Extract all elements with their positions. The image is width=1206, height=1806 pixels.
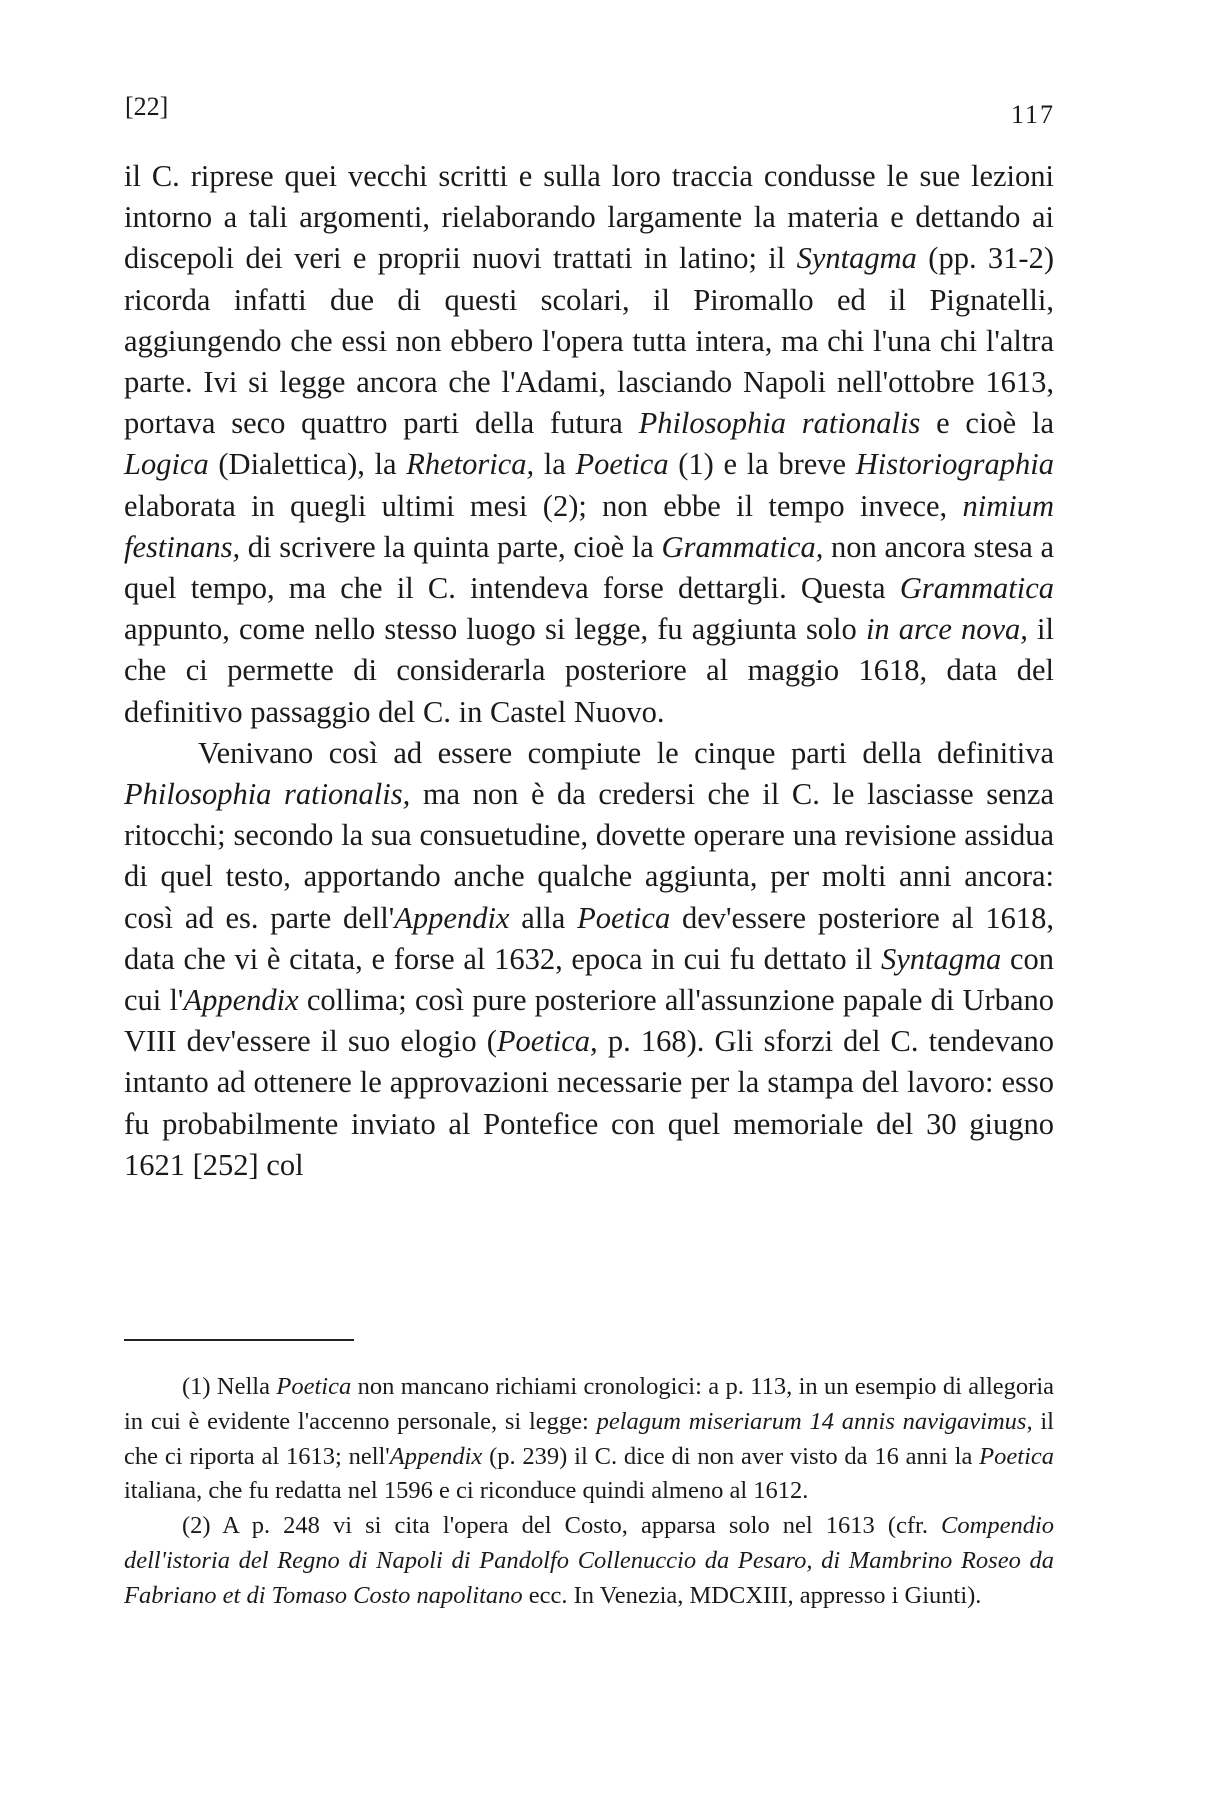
text-run: (p. 239) il C. dice di non aver visto da 16 anni la (482, 1442, 980, 1470)
italic-title: Grammatica, (661, 529, 824, 564)
text-run: Venivano così ad essere compiute le cinque parti della definitiva (198, 735, 1054, 770)
text-run: e cioè la (920, 406, 1054, 441)
italic-title: Appendix (183, 983, 299, 1018)
footnote-2 (124, 1509, 1054, 1613)
italic-title: Philosophia rationalis (638, 406, 921, 441)
text-run: ma non è da credersi che il C. le lasciasse senza ritocchi; secondo la sua consuetudine, dovette operare una revisione assidua di quel testo, apportando anche qualche aggiunta, per molti anni ancora: così ad es. parte dell' (124, 777, 1054, 935)
text-run: (1) Nella (182, 1373, 277, 1400)
text-run: elaborata in quegli ultimi mesi (2); non ebbe il tempo invece, (124, 488, 963, 523)
text-run: (2) A p. 248 vi si cita l'opera del Costo, apparsa solo nel 1613 (cfr. (182, 1512, 942, 1540)
text-run: (pp. 31-2) ricorda infatti due di questi scolari, il Piromallo ed il Pignatelli, aggiungendo che essi non ebbero l'opera tutta intera, ma chi l'una chi l'altra parte. Ivi si legge ancora che l'Adami, lasciando Napoli nell'ottobre 1613, portava seco quattro parti della futura (124, 241, 1054, 441)
text-run: (Dialettica), la (208, 447, 407, 482)
italic-title: Syntagma (796, 241, 917, 276)
italic-title: Poetica (577, 900, 671, 935)
italic-quote: pelagum miseriarum 14 annis navigavimus, (596, 1407, 1033, 1435)
italic-title: Appendix (389, 1442, 483, 1470)
page-number: 117 (1010, 100, 1055, 129)
italic-phrase: in arce nova, (865, 612, 1028, 647)
italic-title: Poetica, (496, 1024, 598, 1059)
italic-title: Philosophia rationalis, (124, 777, 411, 812)
text-run: non ancora stesa a quel tempo, ma che il C. intendeva forse dettargli. Questa (124, 529, 1054, 606)
italic-title: Poetica (276, 1373, 352, 1400)
italic-title: Compendio dell'istoria del Regno di Napoli di Pandolfo Collenuccio da Pesaro, di Mambrino Roseo da Fabriano et di Tomaso Costo napolitano (124, 1512, 1054, 1609)
paragraph-1 (124, 156, 1054, 733)
footnotes (124, 1370, 1054, 1614)
section-number: [22] (125, 92, 169, 121)
text-run: italiana, che fu redatta nel 1596 e ci riconduce quindi almeno al 1612. (124, 1477, 809, 1505)
italic-title: Appendix (394, 900, 510, 935)
text-run: p. 168). Gli sforzi del C. tendevano intanto ad ottenere le approvazioni necessarie per la stampa del lavoro: esso fu probabilmente inviato al Pontefice con quel memoriale del 30 giugno 1621 [252] col (124, 1024, 1054, 1182)
text-run: il C. riprese quei vecchi scritti e sulla loro traccia condusse le sue lezioni intorno a tali argomenti, rielaborando largamente la materia e dettando ai discepoli dei veri e proprii nuovi trattati in latino; il (124, 159, 1054, 276)
footnote-separator (124, 1339, 354, 1341)
text-run: la (534, 447, 576, 482)
italic-title: Rhetorica, (406, 447, 535, 482)
italic-title: Grammatica (899, 571, 1054, 606)
page-header (125, 92, 1055, 128)
footnote-1 (124, 1370, 1054, 1509)
text-run: ecc. In Venezia, MDCXIII, appresso i Giunti). (522, 1581, 982, 1609)
text-run: di scrivere la quinta parte, cioè la (240, 529, 662, 564)
text-run: non mancano richiami cronologici: a p. 113, in un esempio di allegoria in cui è evidente l'accenno personale, si legge: (124, 1373, 1054, 1435)
text-run: (1) e la breve (668, 447, 856, 482)
italic-title: Poetica (575, 447, 669, 482)
italic-title: Syntagma (880, 941, 1002, 976)
text-run: il che ci riporta al 1613; nell' (124, 1407, 1054, 1470)
main-text (124, 156, 1054, 1186)
text-run: il che ci permette di considerarla posteriore al maggio 1618, data del definitivo passaggio del C. in Castel Nuovo. (124, 612, 1055, 729)
italic-title: Logica (124, 447, 209, 482)
text-run: dev'essere posteriore al 1618, data che vi è citata, e forse al 1632, epoca in cui fu dettato il (124, 900, 1054, 976)
italic-phrase: nimium festinans, (124, 488, 1054, 564)
paragraph-2 (124, 733, 1054, 1186)
italic-title: Historiographia (855, 447, 1054, 482)
text-run: alla (509, 900, 578, 935)
italic-title: Poetica (979, 1442, 1054, 1470)
text-run: con cui l' (124, 941, 1054, 1018)
text-run: appunto, come nello stesso luogo si legge, fu aggiunta solo (124, 612, 866, 647)
text-run: collima; così pure posteriore all'assunzione papale di Urbano VIII dev'essere il suo elogio ( (124, 983, 1055, 1059)
